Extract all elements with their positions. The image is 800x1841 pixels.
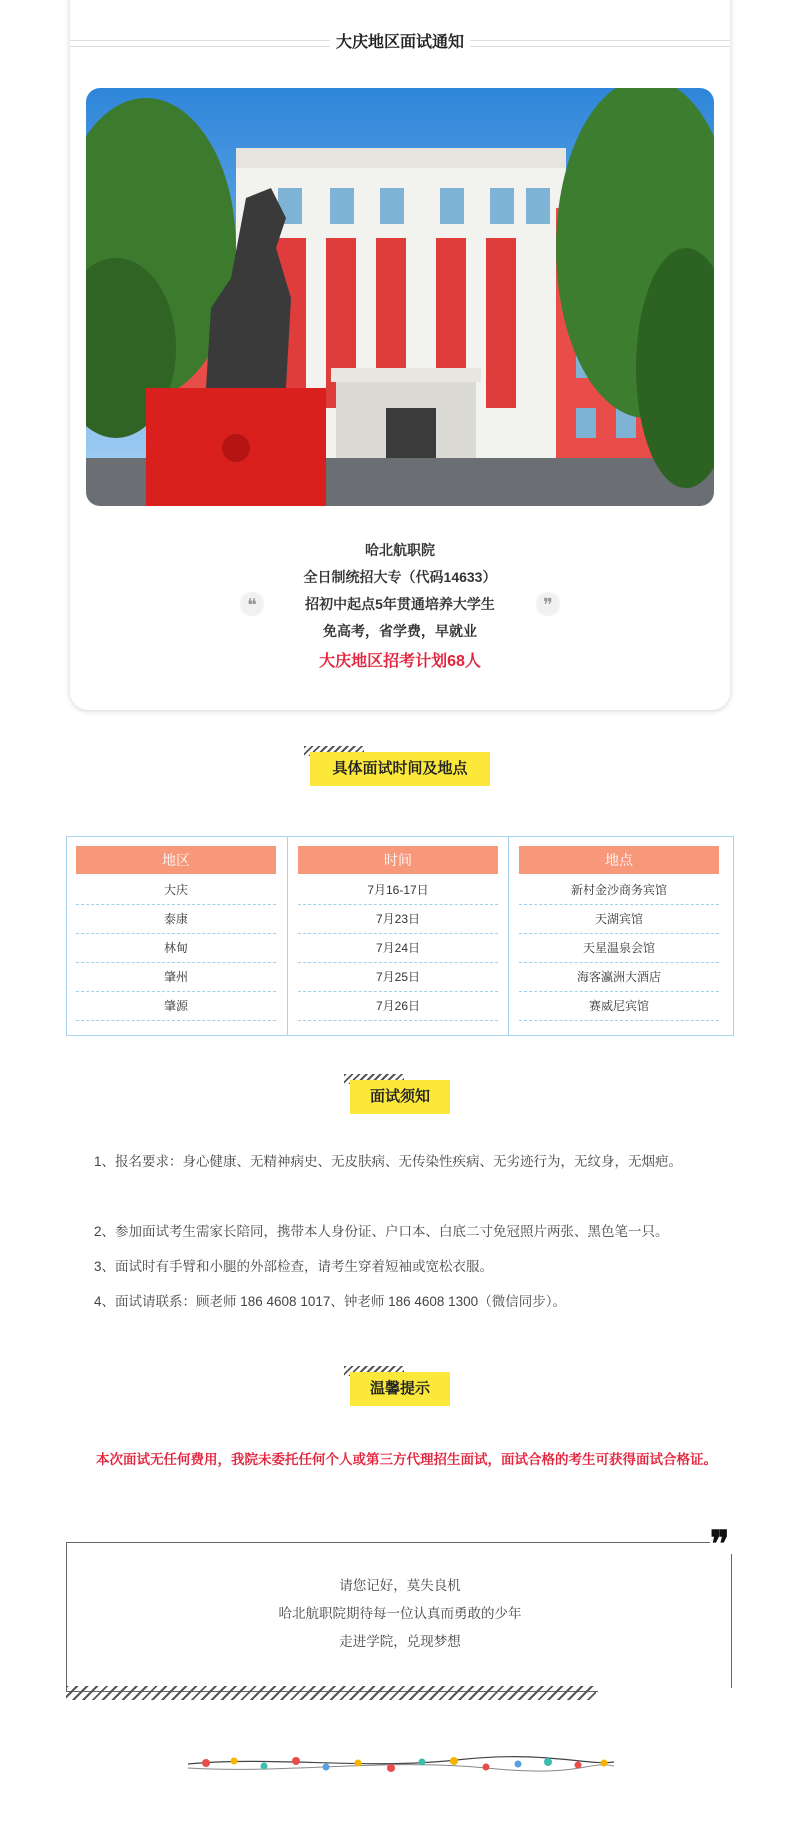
closing-line-3: 走进学院，兑现梦想 [339, 1634, 461, 1649]
benefits-line: 免高考，省学费，早就业 [323, 623, 477, 639]
table-cell: 新村金沙商务宾馆 [519, 876, 719, 905]
column-time [288, 836, 508, 1036]
page-title: 大庆地区面试通知 [330, 28, 470, 58]
close-quote-icon: ❞ [536, 592, 560, 616]
table-cell: 天湖宾馆 [519, 905, 719, 934]
table-cell: 泰康 [76, 905, 276, 934]
open-quote-icon: ❝ [240, 592, 264, 616]
column-region [66, 836, 286, 1036]
bead-string-decoration [186, 1748, 616, 1778]
school-name: 哈北航职院 [365, 542, 435, 558]
campus-photo [86, 88, 714, 506]
quota-line: 大庆地区招考计划68人 [319, 653, 481, 670]
table-cell: 肇州 [76, 963, 276, 992]
notice-item-4: 4、面试请联系：顾老师 186 4608 1017、钟老师 186 4608 1300（微信同步）。 [94, 1294, 566, 1309]
track-line: 招初中起点5年贯通培养大学生 [305, 596, 495, 612]
section-notice-badge: 面试须知 [350, 1080, 450, 1114]
table-cell: 7月25日 [298, 963, 498, 992]
column-header: 地区 [76, 846, 276, 874]
closing-line-1: 请您记好，莫失良机 [339, 1578, 461, 1593]
table-cell: 海客瀛洲大酒店 [519, 963, 719, 992]
quote-mark-icon: ❞ [710, 1526, 734, 1554]
closing-stripe [66, 1686, 596, 1700]
notice-item-3: 3、面试时有手臂和小腿的外部检查，请考生穿着短袖或宽松衣服。 [94, 1259, 494, 1274]
table-cell: 赛威尼宾馆 [519, 992, 719, 1021]
tips-text: 本次面试无任何费用，我院未委托任何个人或第三方代理招生面试，面试合格的考生可获得面试合格证。 [96, 1452, 717, 1467]
section-schedule-badge: 具体面试时间及地点 [310, 752, 490, 786]
table-cell: 7月24日 [298, 934, 498, 963]
column-location [509, 836, 729, 1036]
table-cell: 7月23日 [298, 905, 498, 934]
closing-box-gap [598, 1688, 738, 1700]
notice-item-2: 2、参加面试考生需家长陪同，携带本人身份证、户口本、白底二寸免冠照片两张、黑色笔一只。 [94, 1224, 669, 1239]
column-header: 地点 [519, 846, 719, 874]
table-cell: 7月16-17日 [298, 876, 498, 905]
closing-line-2: 哈北航职院期待每一位认真而勇敢的少年 [278, 1606, 522, 1621]
section-tips-badge: 温馨提示 [350, 1372, 450, 1406]
column-header: 时间 [298, 846, 498, 874]
table-cell: 7月26日 [298, 992, 498, 1021]
program-line: 全日制统招大专（代码14633） [303, 569, 497, 585]
table-cell: 林甸 [76, 934, 276, 963]
table-cell: 天星温泉会馆 [519, 934, 719, 963]
table-cell: 肇源 [76, 992, 276, 1021]
notice-item-1: 1、报名要求：身心健康、无精神病史、无皮肤病、无传染性疾病、无劣迹行为，无纹身，无烟疤。 [94, 1154, 683, 1169]
table-cell: 大庆 [76, 876, 276, 905]
